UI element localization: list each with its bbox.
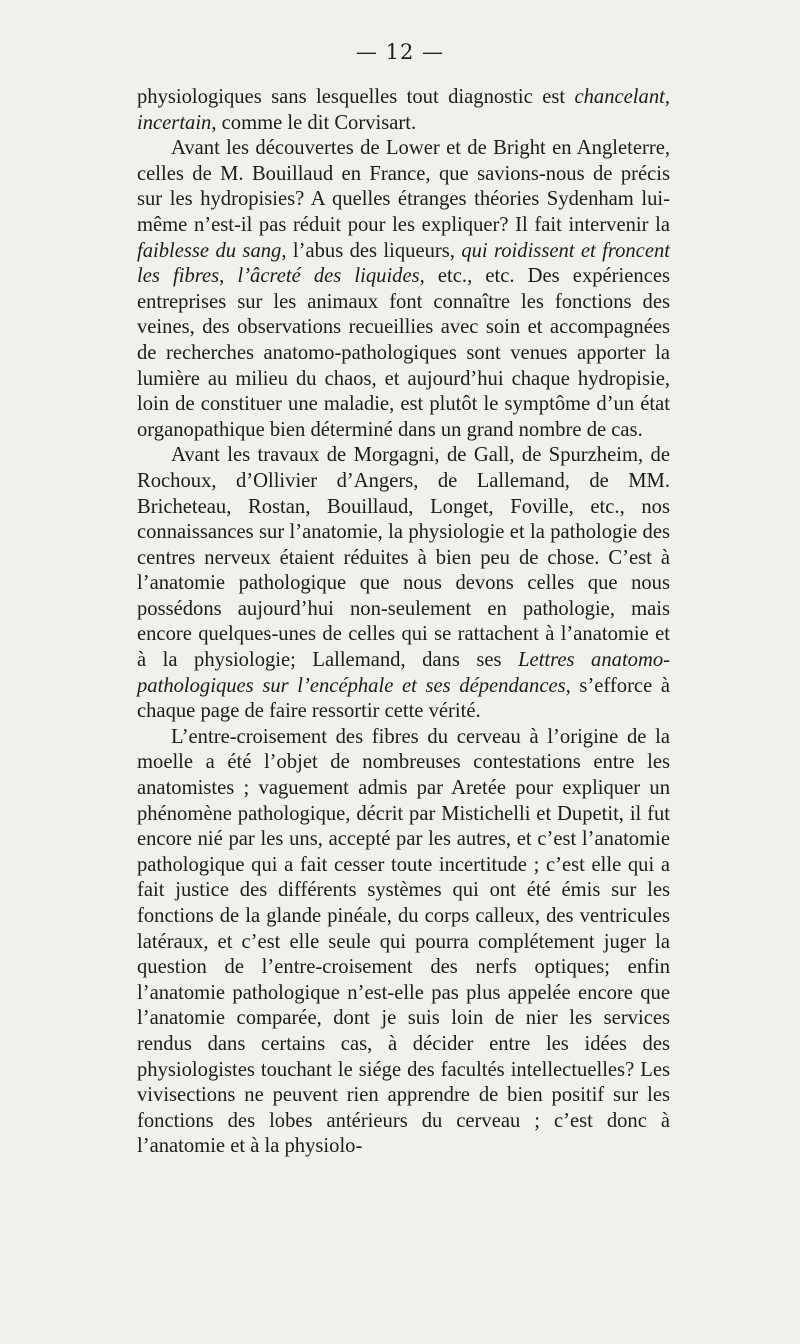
- italic-run: faiblesse du sang: [137, 239, 282, 262]
- body-text: [137, 85, 670, 1160]
- italic-run: qui roidissent et froncent les fibres: [137, 239, 670, 288]
- page-number: — 12 —: [355, 40, 445, 64]
- text-run: L’entre-croisement des fibres du cerveau à l’origine de la moelle a été l’objet de nombreuses contestations entre les anatomistes ; vaguement admis par Aretée pour expliquer un phénomène pathologique, décrit par Mistichelli et Dupetit, il fut encore nié par les uns, accepté par les autres, et c’est l’anatomie pathologique qui a fait cesser toute incertitude ; c’est elle qui a fait justice des différents systèmes qui ont été émis sur les fonctions de la glande pinéale, du corps calleux, des ventricules latéraux, et c’est elle seule qui pourra complétement juger la question de l’entre-croisement des nerfs optiques; enfin l’anatomie pathologique n’est-elle pas plus appelée encore que l’anatomie comparée, dont je suis loin de nier les services rendus dans certains cas, à décider entre les idées des physiologistes touchant le siége des facultés intellectuelles? Les vivisections ne peuvent rien apprendre de bien positif sur les fonctions des lobes antérieurs du cerveau ; c’est donc à l’anatomie et à la physiolo-: [137, 725, 670, 1158]
- text-run: , etc., etc. Des expériences entreprises sur les animaux font connaître les fonctions des veines, des observations recueillies avec soin et accompagnées de recherches anatomo-pathologiques sont venues apporter la lumière au milieu du chaos, et aujourd’hui chaque hydropisie, loin de constituer une maladie, est plutôt le symptôme d’un état organopathique bien déterminé dans un grand nombre de cas.: [137, 265, 670, 441]
- italic-run: l’âcreté des liquides: [237, 265, 420, 288]
- text-run: Avant les travaux de Morgagni, de Gall, de Spurzheim, de Rochoux, d’Ollivier d’Angers, de Lallemand, de MM. Bricheteau, Rostan, Bouillaud, Longet, Foville, etc., nos connaissances sur l’anatomie, la physiologie et la pathologie des centres nerveux étaient réduites à bien peu de chose. C’est à l’anatomie pathologique que nous devons celles que nous possédons aujourd’hui non-seulement en pathologie, mais encore quelques-unes de celles qui se rattachent à l’anatomie et à la physiologie; Lallemand, dans ses: [137, 444, 670, 672]
- italic-run: chancelant, incertain: [137, 86, 670, 134]
- text-run: , comme le dit Corvisart.: [211, 111, 417, 134]
- text-run: , l’abus des liqueurs,: [281, 239, 462, 262]
- paragraph: [137, 85, 670, 136]
- paragraph: [137, 725, 670, 1160]
- text-run: ,: [219, 265, 238, 288]
- text-run: Avant les découvertes de Lower et de Bright en Angleterre, celles de M. Bouillaud en France, que savions-nous de précis sur les hydropisies? A quelles étranges théories Sydenham lui-même n’est-il pas réduit pour les expliquer? Il fait intervenir la: [137, 137, 670, 236]
- paragraph: [137, 443, 670, 725]
- text-run: , s’efforce à chaque page de faire ressortir cette vérité.: [137, 674, 670, 723]
- paragraph: [137, 136, 670, 443]
- text-run: physiologiques sans lesquelles tout diagnostic est: [137, 86, 575, 108]
- italic-run: Lettres anatomo-pathologiques sur l’encéphale et ses dépendances: [137, 649, 670, 697]
